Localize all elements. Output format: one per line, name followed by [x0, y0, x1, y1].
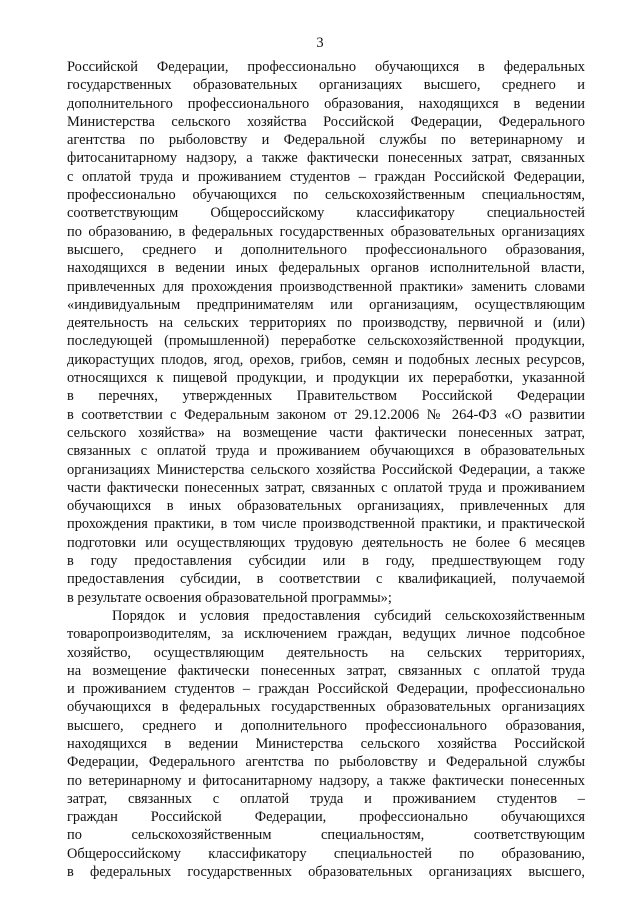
- text-line: сельского хозяйства» на возмещение части фактически понесенных затрат,: [67, 424, 585, 441]
- text-line: Общероссийскому классификатору специальностей по образованию,: [67, 845, 585, 862]
- text-line: обучающихся в иных образовательных организациях, привлеченных для: [67, 498, 585, 515]
- text-line: граждан Российской Федерации, профессионально обучающихся: [67, 809, 585, 826]
- text-line: «индивидуальным предпринимателям или организациям, осуществляющим: [67, 296, 585, 313]
- text-line: находящихся в ведении иных федеральных органов исполнительной власти,: [67, 260, 585, 277]
- text-line: Порядок и условия предоставления субсидий сельскохозяйственным: [112, 607, 585, 624]
- text-line: дополнительного профессионального образования, находящихся в ведении: [67, 95, 585, 112]
- text-line: деятельность на сельских территориях по производству, первичной и (или): [67, 315, 585, 332]
- text-line: по образованию, в федеральных государственных образовательных организациях: [67, 223, 585, 240]
- page-number: 3: [316, 35, 324, 51]
- text-line: в году предоставления субсидии или в году, предшествующем году: [67, 553, 585, 570]
- text-line: по сельскохозяйственным специальностям, соответствующим: [67, 827, 585, 844]
- text-line: относящихся к пищевой продукции, и продукции их переработки, указанной: [67, 370, 585, 387]
- text-line: Министерства сельского хозяйства Российской Федерации, Федерального: [67, 113, 585, 130]
- text-line: подготовки или осуществляющих трудовую деятельность не более 6 месяцев: [67, 534, 585, 551]
- text-line: и проживанием студентов – граждан Российской Федерации, профессионально: [67, 681, 585, 698]
- text-line: в результате освоения образовательной программы»;: [67, 589, 392, 606]
- text-line: в соответствии с Федеральным законом от 29.12.2006 № 264-ФЗ «О развитии: [67, 406, 585, 423]
- text-line: фитосанитарному надзору, а также фактически понесенных затрат, связанных: [67, 150, 585, 167]
- text-line: обучающихся в федеральных государственных образовательных организациях: [67, 699, 585, 716]
- text-line: прохождения практики, в том числе производственной практики, и практической: [67, 516, 585, 533]
- text-line: с оплатой труда и проживанием студентов – граждан Российской Федерации,: [67, 168, 585, 185]
- text-line: в федеральных государственных образовательных организациях высшего,: [67, 864, 585, 881]
- text-line: по ветеринарному и фитосанитарному надзору, а также фактически понесенных: [67, 772, 585, 789]
- text-line: товаропроизводителям, за исключением граждан, ведущих личное подсобное: [67, 626, 585, 643]
- text-line: соответствующим Общероссийскому классификатору специальностей: [67, 205, 585, 222]
- text-line: связанных с оплатой труда и проживанием обучающихся в образовательных: [67, 443, 585, 460]
- text-line: привлеченных для прохождения производственной практики» заменить словами: [67, 278, 585, 295]
- text-line: затрат, связанных с оплатой труда и проживанием студентов –: [67, 790, 585, 807]
- text-line: находящихся в ведении Министерства сельского хозяйства Российской: [67, 735, 585, 752]
- text-line: профессионально обучающихся по сельскохозяйственным специальностям,: [67, 187, 585, 204]
- document-body: [67, 58, 585, 881]
- text-line: части фактически понесенных затрат, связанных с оплатой труда и проживанием: [67, 479, 585, 496]
- text-line: организациях Министерства сельского хозяйства Российской Федерации, а также: [67, 461, 585, 478]
- text-line: Федерации, Федерального агентства по рыболовству и Федеральной службы: [67, 754, 585, 771]
- text-line: предоставления субсидии, в соответствии с квалификацией, получаемой: [67, 571, 585, 588]
- text-line: хозяйство, осуществляющим деятельность на сельских территориях,: [67, 644, 585, 661]
- text-line: на возмещение фактически понесенных затрат, связанных с оплатой труда: [67, 662, 585, 679]
- text-line: последующей (промышленной) переработке сельскохозяйственной продукции,: [67, 333, 585, 350]
- text-line: государственных образовательных организациях высшего, среднего и: [67, 77, 585, 94]
- text-line: дикорастущих плодов, ягод, орехов, грибов, семян и подобных лесных ресурсов,: [67, 351, 585, 368]
- text-line: агентства по рыболовству и Федеральной службы по ветеринарному и: [67, 132, 585, 149]
- text-line: высшего, среднего и дополнительного профессионального образования,: [67, 241, 585, 258]
- text-line: высшего, среднего и дополнительного профессионального образования,: [67, 717, 585, 734]
- text-line: в перечнях, утвержденных Правительством Российской Федерации: [67, 388, 585, 405]
- text-line: Российской Федерации, профессионально обучающихся в федеральных: [67, 59, 585, 75]
